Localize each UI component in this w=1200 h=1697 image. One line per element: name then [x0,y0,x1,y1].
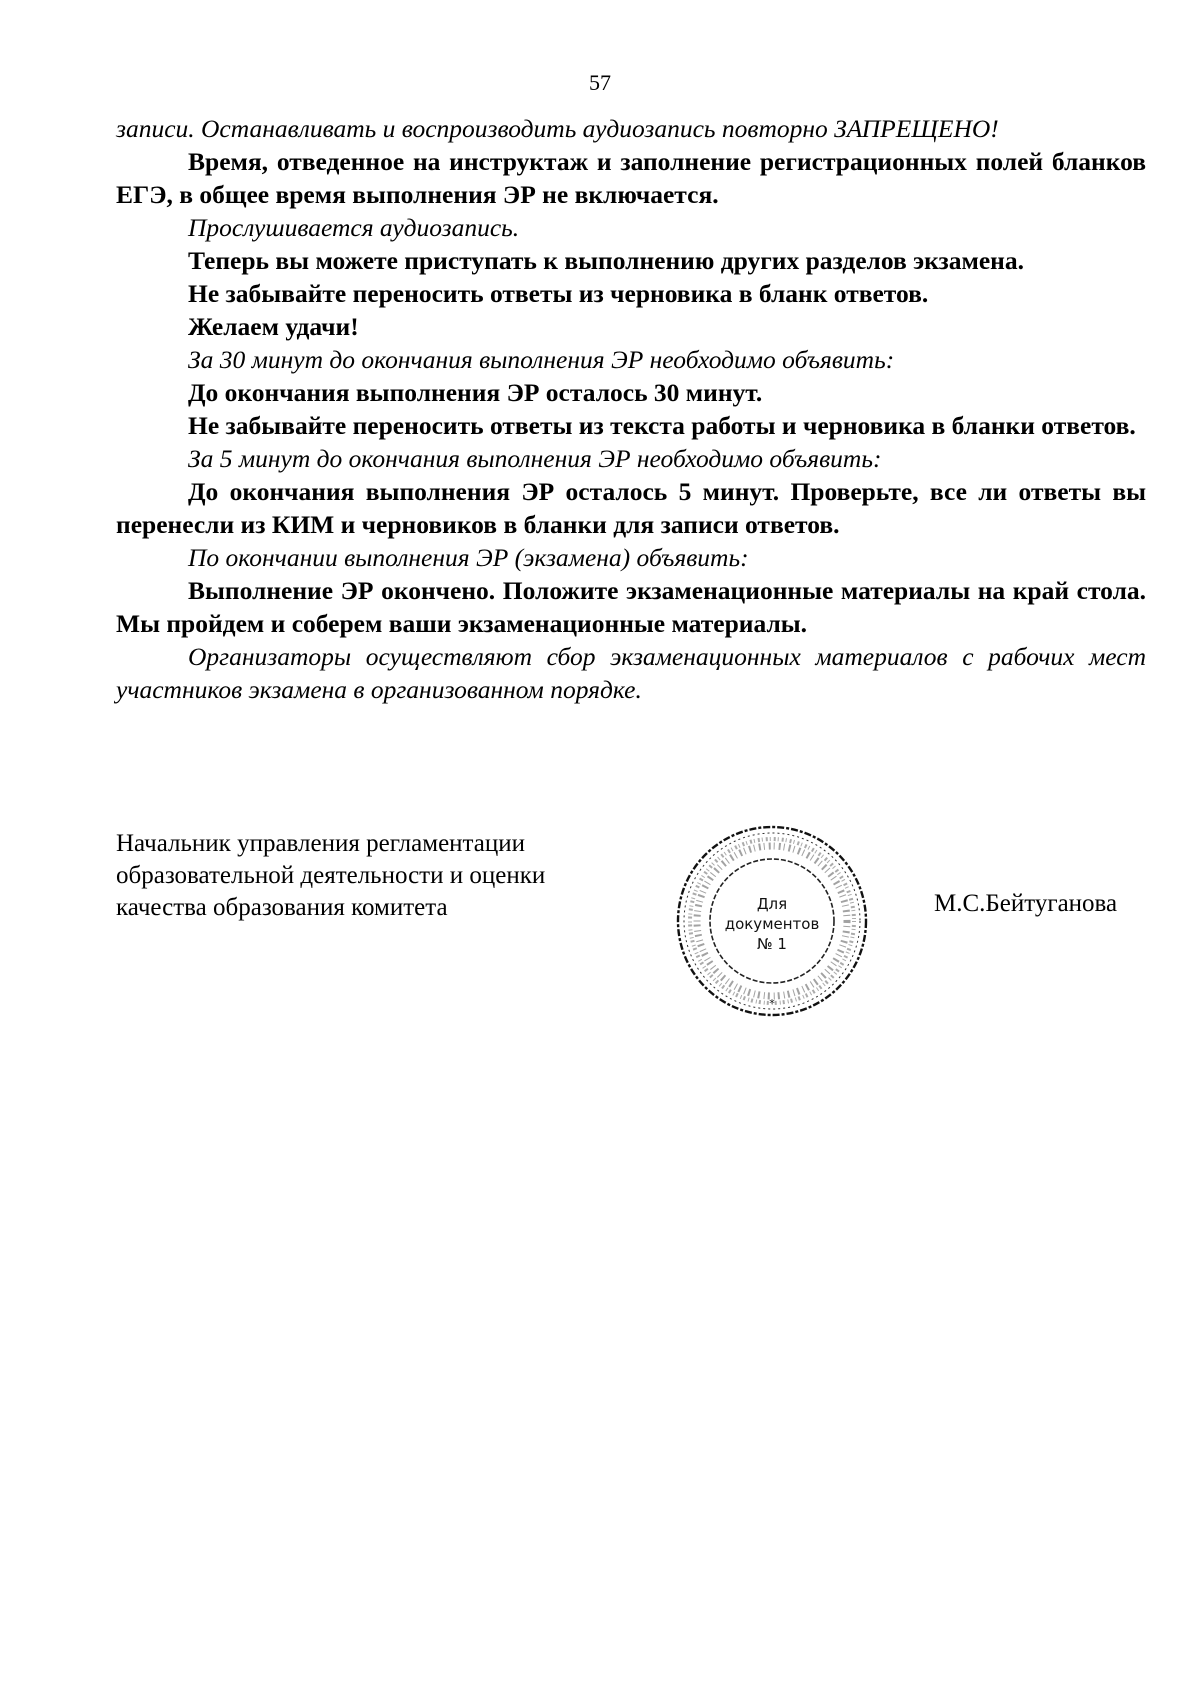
paragraph: Выполнение ЭР окончено. Положите экзаменационные материалы на край стола. Мы пройдем и соберем ваши экзаменационные материалы. [116,576,1146,638]
signatory-position-line: качества образования комитета [116,894,448,921]
page-number: 57 [589,70,611,95]
paragraph: Не забывайте переносить ответы из текста работы и черновика в бланки ответов. [188,411,1136,440]
signatory-position [116,828,676,924]
stamp-text: документов [724,915,820,933]
svg-text:*: * [769,997,775,1010]
paragraph: До окончания выполнения ЭР осталось 30 минут. [188,378,763,407]
signatory-position-line: Начальник управления регламентации [116,830,526,857]
paragraph: Желаем удачи! [188,312,359,341]
document-body [116,112,1146,706]
signatory-name: М.С.Бейтуганова [934,890,1118,917]
paragraph: До окончания выполнения ЭР осталось 5 минут. Проверьте, все ли ответы вы перенесли из КИМ и черновиков в бланки для записи ответов. [116,477,1146,539]
paragraph: записи. Останавливать и воспроизводить аудиозапись повторно ЗАПРЕЩЕНО! [116,114,999,143]
paragraph: Организаторы осуществляют сбор экзаменационных материалов с рабочих мест участников экзамена в организованном порядке. [116,642,1146,704]
paragraph: Время, отведенное на инструктаж и заполнение регистрационных полей бланков ЕГЭ, в общее время выполнения ЭР не включается. [116,147,1146,209]
paragraph: Теперь вы можете приступать к выполнению других разделов экзамена. [188,246,1024,275]
stamp-text: Для [756,895,788,913]
signatory-position-line: образовательной деятельности и оценки [116,862,546,889]
official-stamp [672,823,872,1023]
paragraph: За 5 минут до окончания выполнения ЭР необходимо объявить: [188,444,882,473]
paragraph: По окончании выполнения ЭР (экзамена) объявить: [188,543,749,572]
paragraph: За 30 минут до окончания выполнения ЭР необходимо объявить: [188,345,895,374]
paragraph: Не забывайте переносить ответы из черновика в бланк ответов. [188,279,929,308]
stamp-text: № 1 [757,935,787,953]
paragraph: Прослушивается аудиозапись. [188,213,520,242]
